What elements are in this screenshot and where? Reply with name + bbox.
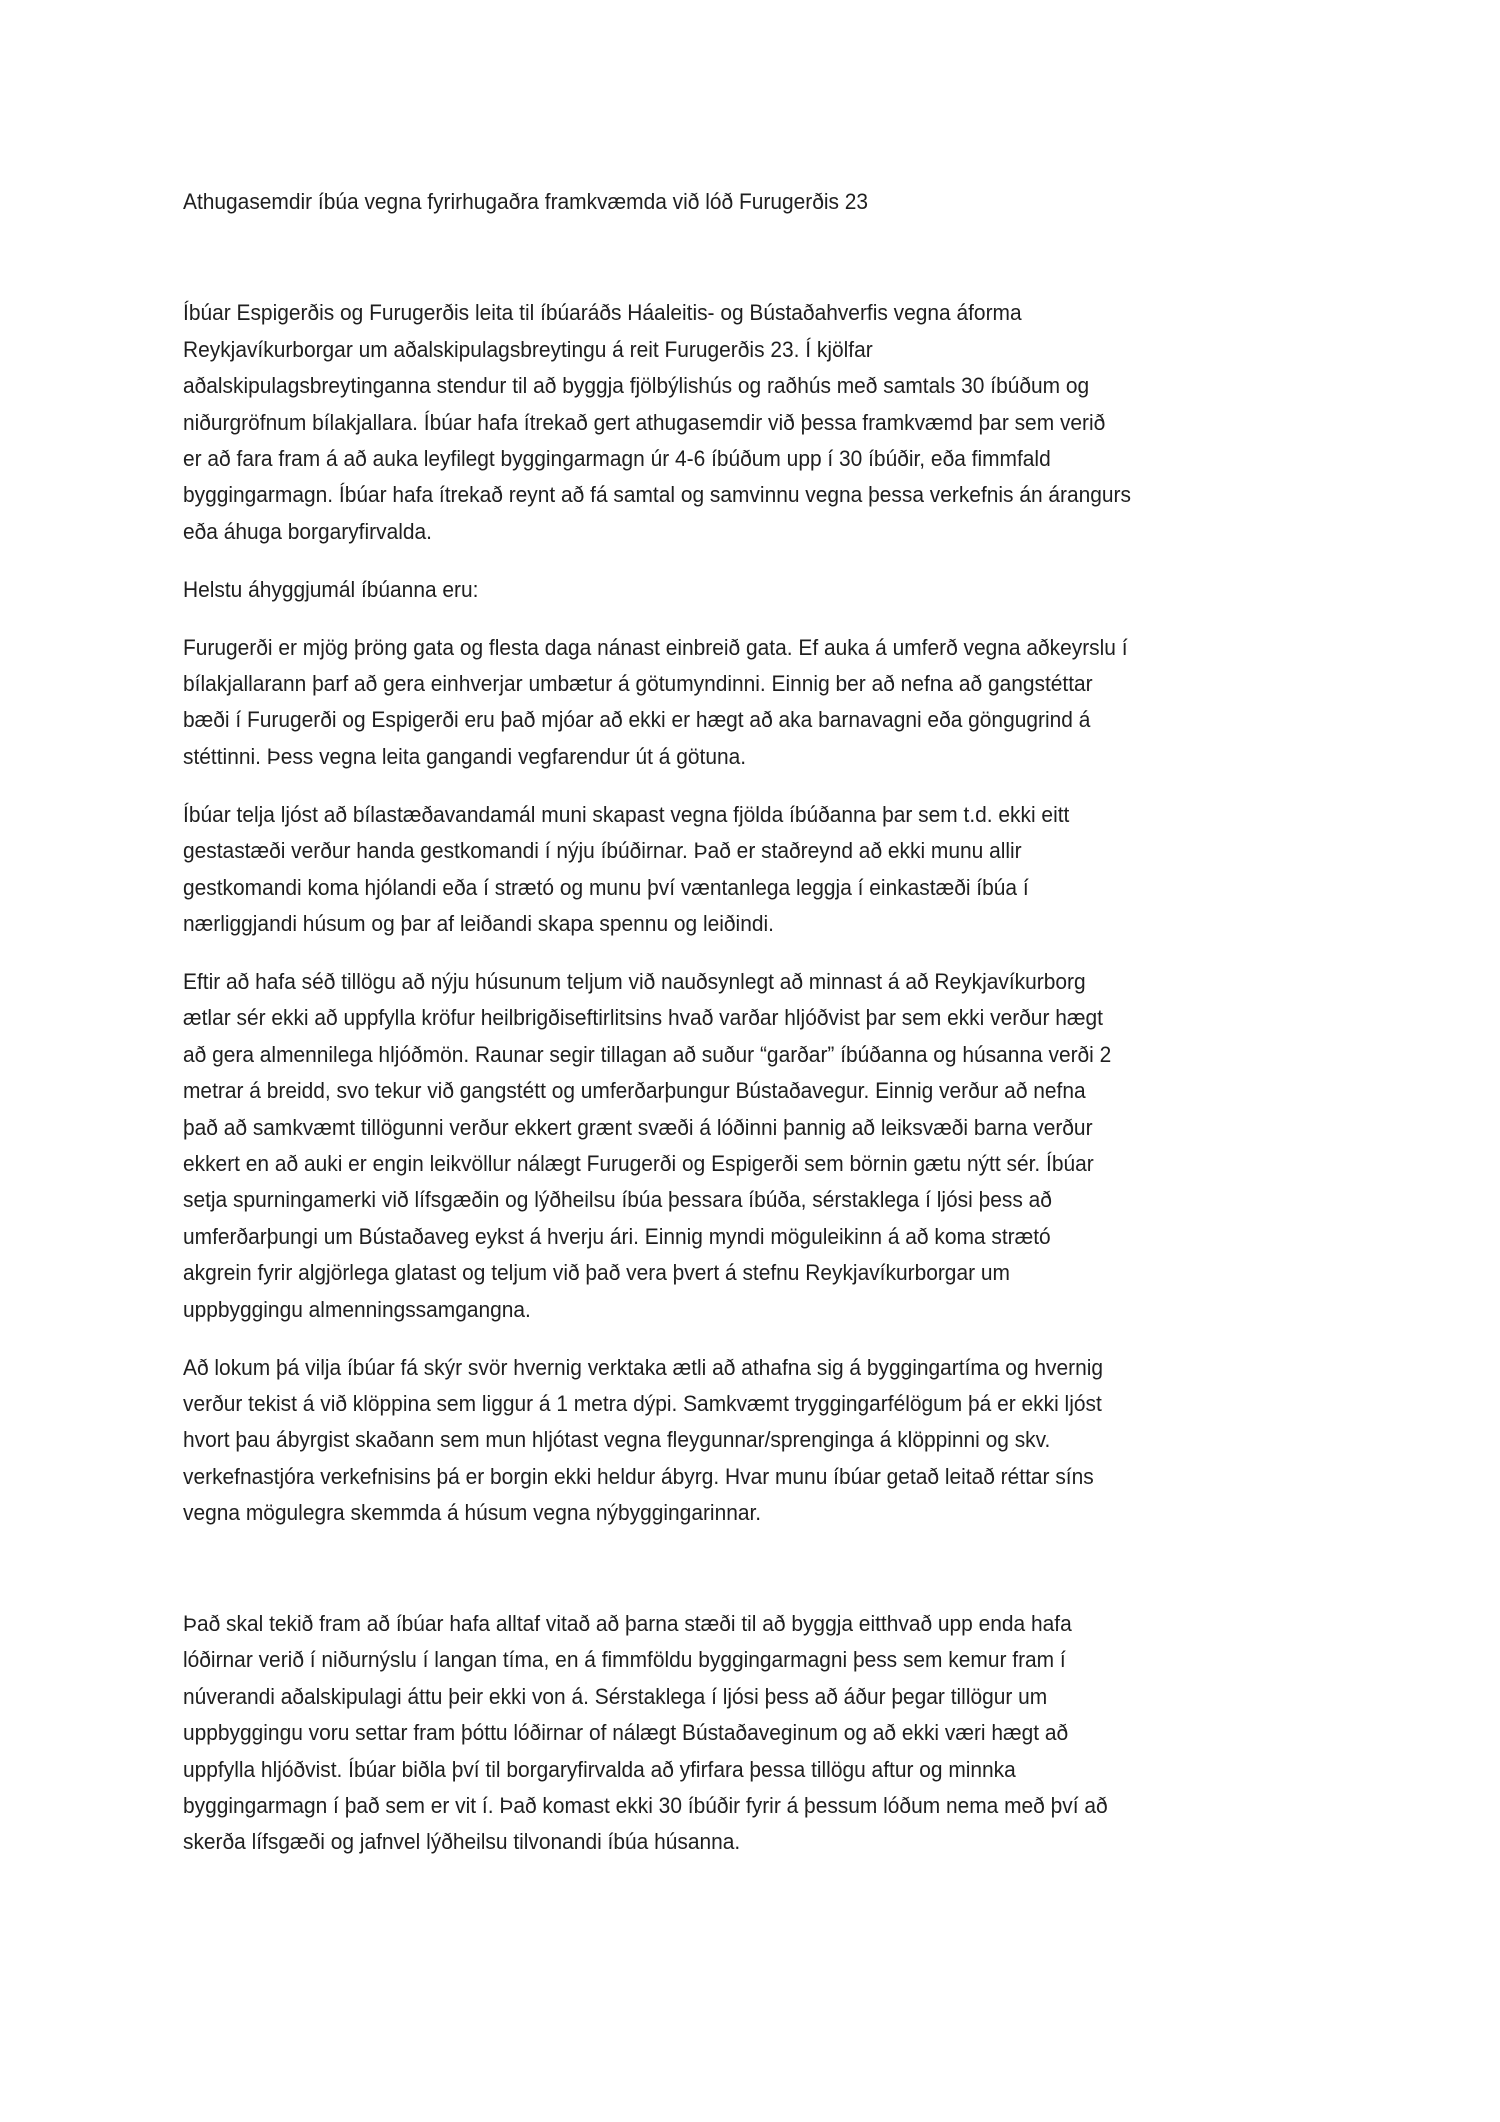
- text-line: byggingarmagn. Íbúar hafa ítrekað reynt að fá samtal og samvinnu vegna þessa verkefnis án árangurs: [183, 482, 1132, 508]
- text-line: verkefnastjóra verkefnisins þá er borgin ekki heldur ábyrg. Hvar munu íbúar getað leitað réttar síns: [183, 1463, 1094, 1489]
- paragraph-parking: [183, 797, 1363, 943]
- text-line: setja spurningamerki við lífsgæðin og lýðheilsu íbúa þessara íbúða, sérstaklega í ljósi þess að: [183, 1187, 1052, 1213]
- paragraph-conclusion: [183, 1606, 1363, 1861]
- text-line: uppbyggingu almenningssamgangna.: [183, 1296, 531, 1322]
- text-line: aðalskipulagsbreytinganna stendur til að byggja fjölbýlishús og raðhús með samtals 30 íbúðum og: [183, 373, 1090, 399]
- text-line: akgrein fyrir algjörlega glatast og teljum við það vera þvert á stefnu Reykjavíkurborgar um: [183, 1260, 1010, 1286]
- paragraph-noise-green-space: [183, 964, 1363, 1328]
- text-line: Að lokum þá vilja íbúar fá skýr svör hvernig verktaka ætli að athafna sig á byggingartíma og hvernig: [183, 1354, 1104, 1380]
- paragraph-intro: [183, 295, 1363, 550]
- paragraph-concerns-heading: [183, 572, 1363, 608]
- blank-spacer: [183, 1553, 1363, 1606]
- text-line: bílakjallarann þarf að gera einhverjar umbætur á götumyndinni. Einnig ber að nefna að gangstéttar: [183, 671, 1093, 697]
- text-line: verður tekist á við klöppina sem liggur á 1 metra dýpi. Samkvæmt tryggingarfélögum þá er ekki ljóst: [183, 1390, 1102, 1416]
- text-line: hvort þau ábyrgist skaðann sem mun hljótast vegna fleygunnar/sprenginga á klöppinni og skv.: [183, 1427, 1051, 1453]
- text-line: niðurgröfnum bílakjallara. Íbúar hafa ítrekað gert athugasemdir við þessa framkvæmd þar sem verið: [183, 409, 1106, 435]
- title-spacer: [183, 220, 1363, 295]
- text-line: gestastæði verður handa gestkomandi í nýju íbúðirnar. Það er staðreynd að ekki munu allir: [183, 838, 1022, 864]
- text-line: skerða lífsgæði og jafnvel lýðheilsu tilvonandi íbúa húsanna.: [183, 1829, 741, 1855]
- text-line: nærliggjandi húsum og þar af leiðandi skapa spennu og leiðindi.: [183, 911, 774, 937]
- text-line: lóðirnar verið í niðurnýslu í langan tíma, en á fimmföldu byggingarmagni þess sem kemur fram í: [183, 1647, 1066, 1673]
- text-line: umferðarþungi um Bústaðaveg eykst á hverju ári. Einnig myndi möguleikinn á að koma strætó: [183, 1223, 1051, 1249]
- text-line: Eftir að hafa séð tillögu að nýju húsunum teljum við nauðsynlegt að minnast á að Reykjavíkurborg: [183, 969, 1086, 995]
- text-line: ætlar sér ekki að uppfylla kröfur heilbrigðiseftirlitsins hvað varðar hljóðvist þar sem ekki verður hægt: [183, 1005, 1103, 1031]
- text-line: að gera almennilega hljóðmön. Raunar segir tillagan að suður “garðar” íbúðanna og húsanna verði 2: [183, 1041, 1112, 1067]
- text-line: ekkert en að auki er engin leikvöllur nálægt Furugerði og Espigerði sem börnin gætu nýtt sér. Íbúar: [183, 1150, 1094, 1176]
- text-line: uppfylla hljóðvist. Íbúar biðla því til borgaryfirvalda að yfirfara þessa tillögu aftur og minnka: [183, 1756, 1016, 1782]
- document-body: [183, 184, 1363, 1882]
- text-line: Íbúar Espigerðis og Furugerðis leita til íbúaráðs Háaleitis- og Bústaðahverfis vegna áforma: [183, 300, 1022, 326]
- paragraph-street: [183, 630, 1363, 776]
- text-line: stéttinni. Þess vegna leita gangandi vegfarendur út á götuna.: [183, 743, 747, 769]
- text-line: Furugerði er mjög þröng gata og flesta daga nánast einbreið gata. Ef auka á umferð vegna aðkeyrslu í: [183, 634, 1128, 660]
- document-title: Athugasemdir íbúa vegna fyrirhugaðra framkvæmda við lóð Furugerðis 23: [183, 189, 869, 214]
- text-line: byggingarmagn í það sem er vit í. Það komast ekki 30 íbúðir fyrir á þessum lóðum nema með því að: [183, 1793, 1108, 1819]
- text-line: Það skal tekið fram að íbúar hafa alltaf vitað að þarna stæði til að byggja eitthvað upp enda hafa: [183, 1611, 1072, 1637]
- text-line: uppbyggingu voru settar fram þóttu lóðirnar of nálægt Bústaðaveginum og að ekki væri hægt að: [183, 1720, 1069, 1746]
- text-line: Reykjavíkurborgar um aðalskipulagsbreytingu á reit Furugerðis 23. Í kjölfar: [183, 336, 873, 362]
- text-line: bæði í Furugerði og Espigerði eru það mjóar að ekki er hægt að aka barnavagni eða göngugrind á: [183, 707, 1091, 733]
- text-line: gestkomandi koma hjólandi eða í strætó og munu því væntanlega leggja í einkastæði íbúa í: [183, 874, 1029, 900]
- text-line: eða áhuga borgaryfirvalda.: [183, 518, 432, 544]
- text-line: núverandi aðalskipulagi áttu þeir ekki von á. Sérstaklega í ljósi þess að áður þegar tillögur um: [183, 1683, 1048, 1709]
- paragraph-construction: [183, 1350, 1363, 1532]
- text-line: er að fara fram á að auka leyfilegt byggingarmagn úr 4-6 íbúðum upp í 30 íbúðir, eða fimmfald: [183, 445, 1051, 471]
- text-line: Íbúar telja ljóst að bílastæðavandamál muni skapast vegna fjölda íbúðanna þar sem t.d. ekki eitt: [183, 801, 1070, 827]
- text-line: Helstu áhyggjumál íbúanna eru:: [183, 576, 479, 602]
- text-line: metrar á breidd, svo tekur við gangstétt og umferðarþungur Bústaðavegur. Einnig verður að nefna: [183, 1078, 1086, 1104]
- text-line: vegna mögulegra skemmda á húsum vegna nýbyggingarinnar.: [183, 1500, 762, 1526]
- text-line: það að samkvæmt tillögunni verður ekkert grænt svæði á lóðinni þannig að leiksvæði barna verður: [183, 1114, 1093, 1140]
